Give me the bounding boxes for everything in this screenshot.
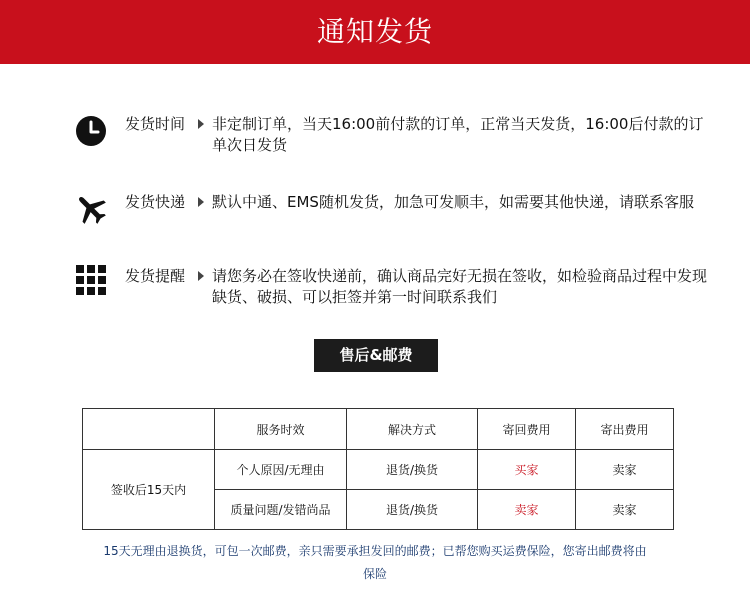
caret-right-icon — [198, 197, 204, 207]
airplane-icon — [74, 192, 108, 226]
shipping-reminder-row — [74, 266, 714, 310]
courier-text: 默认中通、EMS随机发货，加急可发顺丰，如需要其他快递，请联系客服 — [212, 193, 694, 211]
table-header-row — [83, 409, 674, 450]
table-header-cell: 解决方式 — [347, 409, 478, 450]
table-header-cell: 服务时效 — [215, 409, 347, 450]
clock-icon — [74, 114, 108, 148]
after-sales-heading: 售后&邮费 — [314, 339, 438, 372]
shipping-time-label: 发货时间 — [125, 115, 186, 133]
table-header-cell: 寄出费用 — [576, 409, 674, 450]
table-cell: 退货/换货 — [347, 490, 478, 530]
table-header-cell: 寄回费用 — [478, 409, 576, 450]
shipping-time-row — [74, 114, 714, 158]
shipping-reminder-text: 请您务必在签收快递前，确认商品完好无损在签收，如检验商品过程中发现缺货、破损、可以拒签并第一时间联系我们 — [212, 267, 708, 306]
courier-label: 发货快递 — [125, 193, 186, 211]
shipping-insurance-note: 15天无理由退换货，可包一次邮费，亲只需要承担发回的邮费；已帮您购买运费保险，您寄出邮费将由保险 — [103, 544, 647, 581]
courier-row — [74, 192, 714, 226]
caret-right-icon — [198, 119, 204, 129]
table-row — [83, 450, 674, 490]
table-group-cell: 签收后15天内 — [83, 450, 215, 530]
page-title: 通知发货 — [0, 0, 750, 64]
grid-icon — [74, 263, 108, 297]
table-cell: 卖家 — [576, 450, 674, 490]
shipping-reminder-label: 发货提醒 — [125, 267, 186, 285]
table-cell: 卖家 — [478, 490, 576, 530]
table-cell: 退货/换货 — [347, 450, 478, 490]
shipping-time-text: 非定制订单，当天16:00前付款的订单，正常当天发货，16:00后付款的订单次日发货 — [212, 115, 704, 154]
table-cell: 质量问题/发错尚品 — [215, 490, 347, 530]
table-cell: 卖家 — [576, 490, 674, 530]
table-cell: 个人原因/无理由 — [215, 450, 347, 490]
after-sales-table — [82, 408, 674, 530]
caret-right-icon — [198, 271, 204, 281]
table-cell: 买家 — [478, 450, 576, 490]
table-header-cell — [83, 409, 215, 450]
